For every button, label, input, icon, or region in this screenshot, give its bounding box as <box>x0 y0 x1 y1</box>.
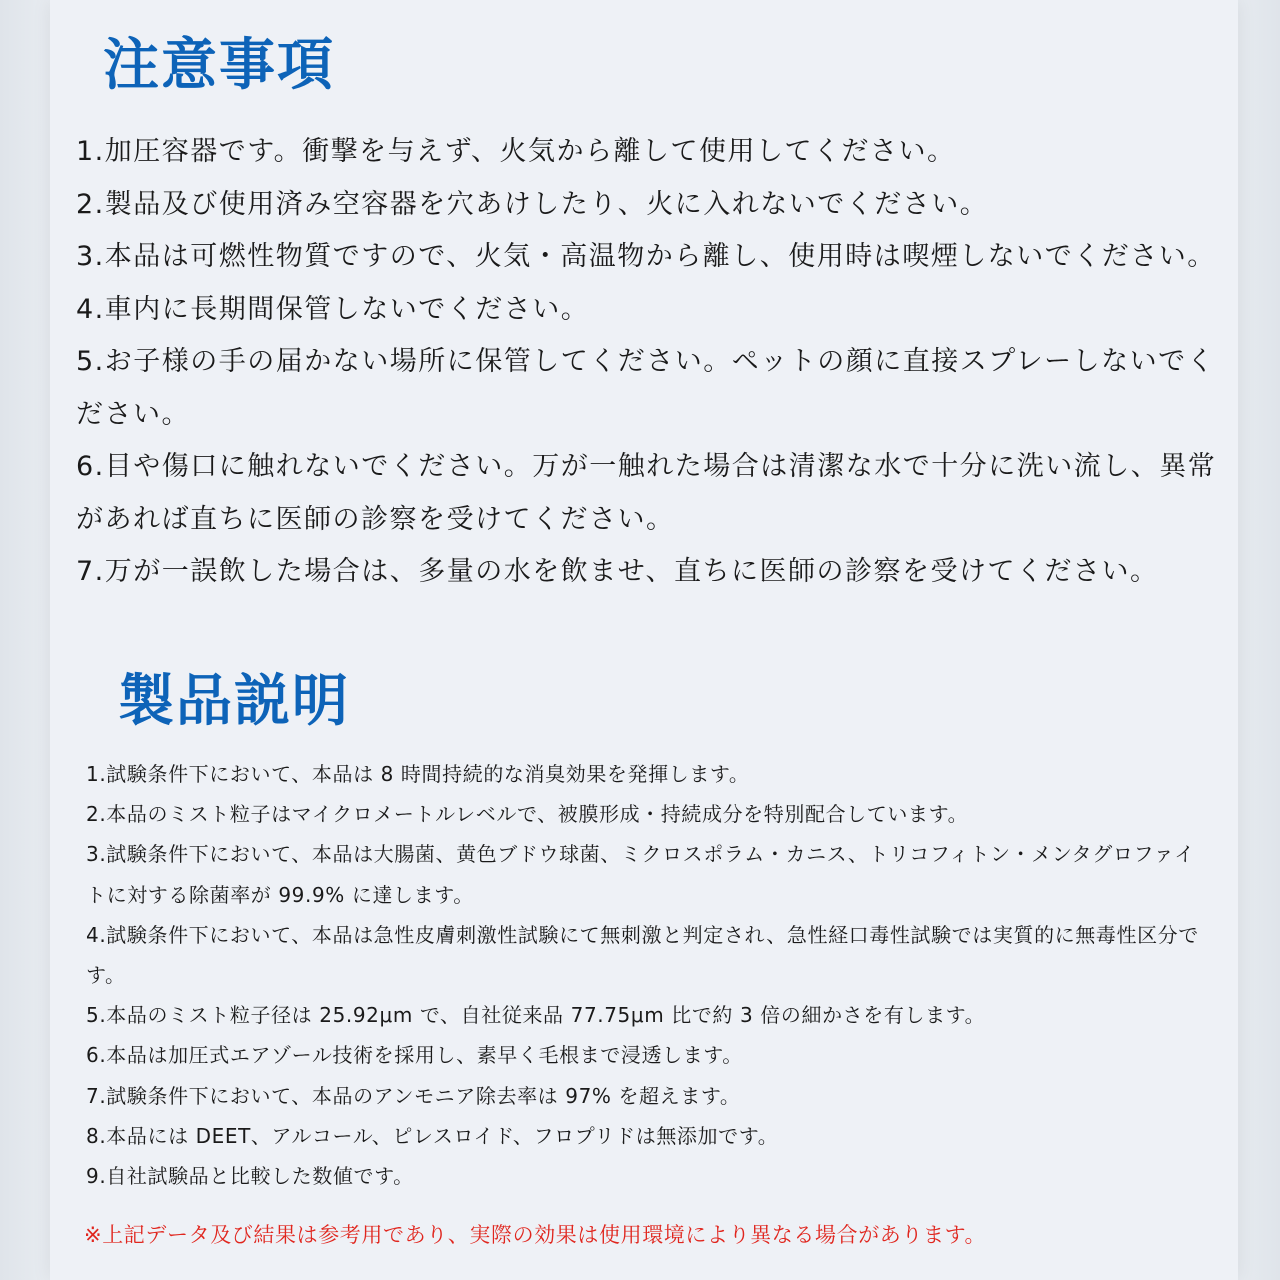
caution-item: 6.目や傷口に触れないでください。万が一触れた場合は清潔な水で十分に洗い流し、異常があれば直ちに医師の診察を受けてください。 <box>76 451 1217 535</box>
caution-heading: 注意事項 <box>103 33 335 98</box>
product-item: 7.試験条件下において、本品のアンモニア除去率は 97% を超えます。 <box>86 1083 741 1108</box>
product-item: 4.試験条件下において、本品は急性皮膚刺激性試験にて無刺激と判定され、急性経口毒性試験では実質的に無毒性区分です。 <box>86 922 1199 988</box>
product-item: 1.試験条件下において、本品は 8 時間持続的な消臭効果を発揮します。 <box>86 762 750 786</box>
product-item: 6.本品は加圧式エアゾール技術を採用し、素早く毛根まで浸透します。 <box>86 1043 743 1068</box>
caution-item: 5.お子様の手の届かない場所に保管してください。ペットの顔に直接スプレーしないでください。 <box>76 346 1216 430</box>
product-item: 2.本品のミスト粒子はマイクロメートルレベルで、被膜形成・持続成分を特別配合しています。 <box>86 802 969 827</box>
product-item: 9.自社試験品と比較した数値です。 <box>86 1164 414 1189</box>
product-item: 3.試験条件下において、本品は大腸菌、黄色ブドウ球菌、ミクロスポラム・カニス、トリコフィトン・メンタグロファイトに対する除菌率が 99.9% に達します。 <box>86 842 1195 907</box>
product-list <box>86 754 1206 1196</box>
caution-list <box>76 126 1226 599</box>
caution-item: 3.本品は可燃性物質ですので、火気・高温物から離し、使用時は喫煙しないでください。 <box>76 241 1216 272</box>
caution-item: 1.加圧容器です。衝撃を与えず、火気から離して使用してください。 <box>76 136 956 167</box>
caution-item: 4.車内に長期間保管しないでください。 <box>76 293 590 325</box>
caution-item: 2.製品及び使用済み空容器を穴あけしたり、火に入れないでください。 <box>76 188 989 220</box>
product-item: 8.本品には DEET、アルコール、ピレスロイド、フロプリドは無添加です。 <box>86 1123 779 1148</box>
product-heading: 製品説明 <box>118 669 350 734</box>
caution-item: 7.万が一誤飲した場合は、多量の水を飲ませ、直ちに医師の診察を受けてください。 <box>76 556 1159 587</box>
product-item: 5.本品のミスト粒子径は 25.92μm で、自社従来品 77.75μm 比で約 3 倍の細かさを有します。 <box>86 1003 986 1028</box>
disclaimer-note: ※上記データ及び結果は参考用であり、実際の効果は使用環境により異なる場合があります。 <box>84 1223 987 1247</box>
